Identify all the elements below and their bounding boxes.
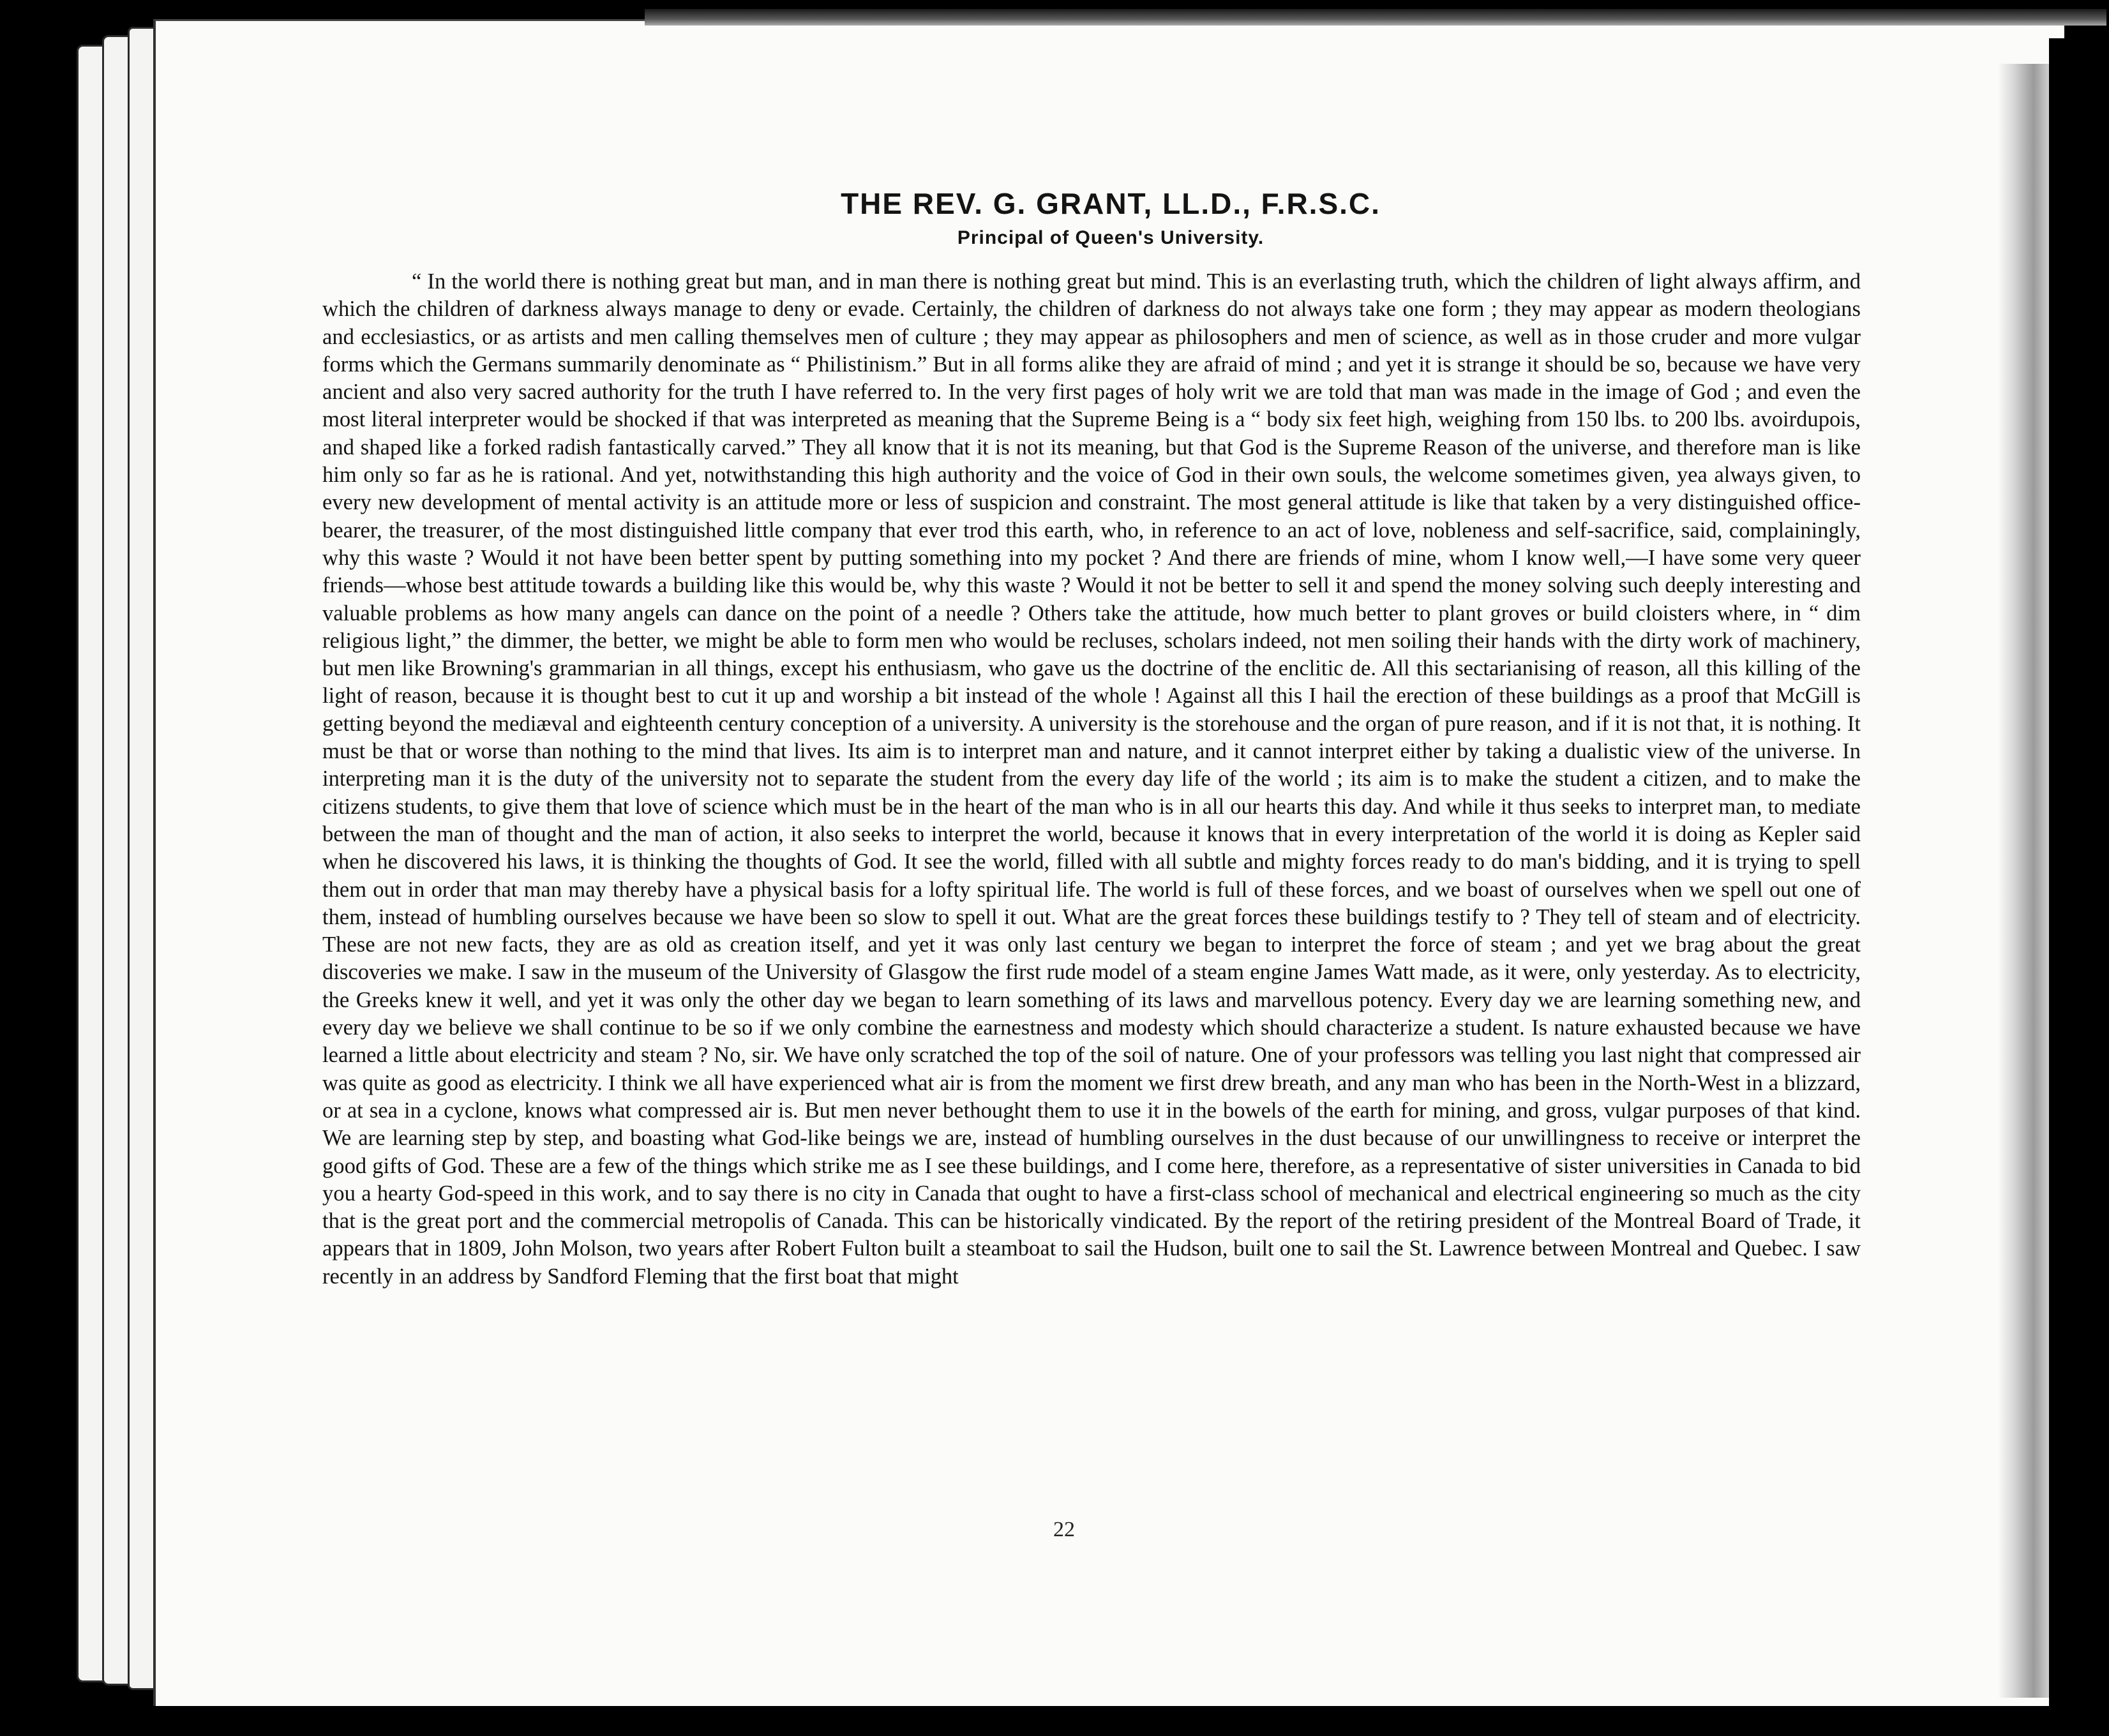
- page-title: THE REV. G. GRANT, LL.D., F.R.S.C.: [841, 187, 1381, 220]
- page-top-edge: [645, 9, 2106, 26]
- page-gutter-shadow: [1998, 64, 2049, 1698]
- body-paragraph: “ In the world there is nothing great but man, and in man there is nothing great but mind. This is an everlasting truth, which the children of light always affirm, and which the children of darkness always manage to deny or evade. Certainly, the children of darkness do not always take one form ; they may appear as modern theologians and ecclesiastics, or as artists and men calling themselves men of culture ; they may appear as philosophers and men of science, as well as in those cruder and more vulgar forms which the Germans summarily denominate as “ Philistinism.” But in all forms alike they are afraid of mind ; and yet it is strange it should be so, because we have very ancient and also very sacred authority for the truth I have referred to. In the very first pages of holy writ we are told that man was made in the image of God ; and even the most literal interpreter would be shocked if that was interpreted as meaning that the Supreme Being is a “ body six feet high, weighing from 150 lbs. to 200 lbs. avoirdupois, and shaped like a forked radish fantastically carved.” They all know that it is not its meaning, but that God is the Supreme Reason of the universe, and therefore man is like him only so far as he is rational. And yet, notwithstanding this high authority and the voice of God in their own souls, the welcome sometimes given, yea always given, to every new development of mental activity is an attitude more or less of suspicion and constraint. The most general attitude is like that taken by a very distinguished office-bearer, the treasurer, of the most distinguished little company that ever trod this earth, who, in reference to an act of love, nobleness and self-sacrifice, said, complainingly, why this waste ? Would it not have been better spent by putting something into my pocket ? And there are friends of mine, whom I know well,—I have some very queer friends—whose best attitude towards a building like this would be, why this waste ? Would it not be better to sell it and spend the money solving such deeply interesting and valuable problems as how many angels can dance on the point of a needle ? Others take the attitude, how much better to plant groves or build cloisters where, in “ dim religious light,” the dimmer, the better, we might be able to form men who would be recluses, scholars indeed, not men soiling their hands with the dirty work of machinery, but men like Browning's grammarian in all things, except his enthusiasm, who gave us the doctrine of the enclitic de. All this sectarianising of reason, all this killing of the light of reason, because it is thought best to cut it up and worship a bit instead of the whole ! Against all this I hail the erection of these buildings as a proof that McGill is getting beyond the mediæval and eighteenth century conception of a university. A university is the storehouse and the organ of pure reason, and if it is not that, it is nothing. It must be that or worse than nothing to the mind that lives. Its aim is to interpret man and nature, and it cannot interpret either by taking a dualistic view of the universe. In interpreting man it is the duty of the university not to separate the student from the every day life of the world ; its aim is to make the student a citizen, and to make the citizens students, to give them that love of science which must be in the heart of the man who is in all our hearts this day. And while it thus seeks to interpret man, to mediate between the man of thought and the man of action, it also seeks to interpret the world, because it knows that in every interpretation of the world it is doing as Kepler said when he discovered his laws, it is thinking the thoughts of God. It see the world, filled with all subtle and mighty forces ready to do man's bidding, and it is trying to spell them out in order that man may thereby have a physical basis for a lofty spiritual life. The world is full of these forces, and we boast of ourselves when we spell out one of them, instead of humbling ourselves because we have been so slow to spell it out. What are the great forces these buildings testify to ? They tell of steam and of electricity. These are not new facts, they are as old as creation itself, and yet it was only last century we began to interpret the force of steam ; and yet we brag about the great discoveries we make. I saw in the museum of the University of Glasgow the first rude model of a steam engine James Watt made, as it were, only yesterday. As to electricity, the Greeks knew it well, and yet it was only the other day we began to learn something of its laws and marvellous potency. Every day we are learning something new, and every day we believe we shall continue to be so if we only combine the earnestness and modesty which should characterize a student. Is nature exhausted because we have learned a little about electricity and steam ? No, sir. We have only scratched the top of the soil of nature. One of your professors was telling you last night that compressed air was quite as good as electricity. I think we all have experienced what air is from the moment we first drew breath, and any man who has been in the North-West in a blizzard, or at sea in a cyclone, knows what compressed air is. But men never bethought them to use it in the bowels of the earth for mining, and gross, vulgar purposes of that kind. We are learning step by step, and boasting what God-like beings we are, instead of humbling ourselves in the dust because of our unwillingness to receive or interpret the good gifts of God. These are a few of the things which strike me as I see these buildings, and I come here, therefore, as a representative of sister universities in Canada to bid you a hearty God-speed in this work, and to say there is no city in Canada that ought to have a first-class school of mechanical and electrical engineering so much as the city that is the great port and the commercial metropolis of Canada. This can be historically vindicated. By the report of the retiring president of the Montreal Board of Trade, it appears that in 1809, John Molson, two years after Robert Fulton built a steamboat to sail the Hudson, built one to sail the St. Lawrence between Montreal and Quebec. I saw recently in an address by Sandford Fleming that the first boat that might: [322, 269, 1861, 1289]
- scan-right-edge: [2049, 38, 2109, 1736]
- page-subtitle: Principal of Queen's University.: [957, 227, 1265, 248]
- page-number: 22: [1053, 1518, 1075, 1541]
- page-content: [322, 186, 1861, 1291]
